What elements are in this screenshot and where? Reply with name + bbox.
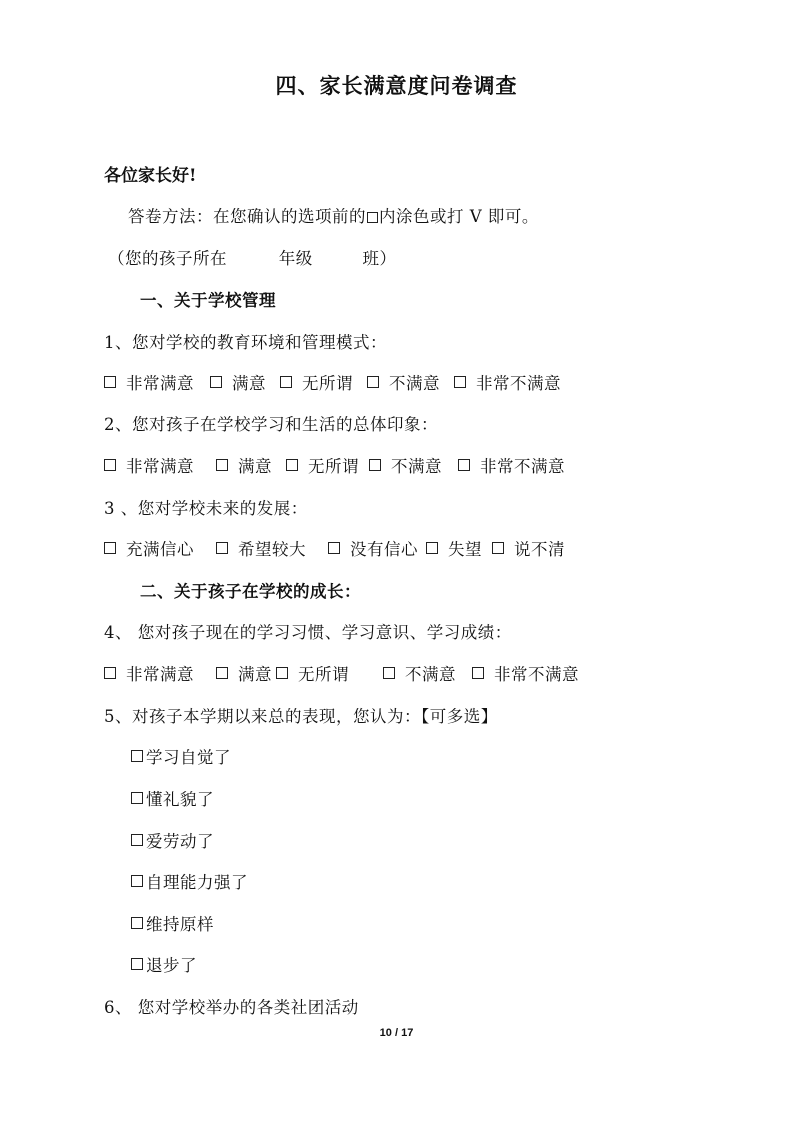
q3-option-3-label: 没有信心 <box>350 540 418 559</box>
checkbox-icon[interactable] <box>454 376 466 388</box>
q5-option-6[interactable] <box>131 952 197 976</box>
question-2: 2、您对孩子在学校学习和生活的总体印象： <box>104 415 438 434</box>
checkbox-icon[interactable] <box>286 459 298 471</box>
section-heading-2: 二、关于孩子在学校的成长： <box>140 582 361 601</box>
checkbox-icon[interactable] <box>472 667 484 679</box>
class-line-prefix: （您的孩子所在 <box>108 249 227 268</box>
q1-option-5-label: 非常不满意 <box>476 374 561 393</box>
checkbox-icon[interactable] <box>131 792 143 804</box>
q1-option-3-label: 无所谓 <box>302 374 353 393</box>
page-title: 四、家长满意度问卷调查 <box>275 73 518 98</box>
instructions <box>128 203 539 227</box>
q3-option-1[interactable] <box>104 536 194 560</box>
checkbox-icon[interactable] <box>367 376 379 388</box>
q1-option-4[interactable] <box>367 370 440 394</box>
q1-option-3[interactable] <box>280 370 353 394</box>
q3-option-5-label: 说不清 <box>514 540 565 559</box>
checkbox-icon[interactable] <box>280 376 292 388</box>
q4-option-5-label: 非常不满意 <box>494 665 579 684</box>
q2-option-1[interactable] <box>104 453 194 477</box>
checkbox-icon[interactable] <box>492 542 504 554</box>
q5-option-4-label: 自理能力强了 <box>146 873 248 892</box>
q5-option-1-label: 学习自觉了 <box>146 748 231 767</box>
q4-option-5[interactable] <box>472 661 579 685</box>
checkbox-icon[interactable] <box>276 667 288 679</box>
class-line-class: 班） <box>362 249 397 268</box>
q2-option-4-label: 不满意 <box>391 457 442 476</box>
checkbox-icon[interactable] <box>131 917 143 929</box>
q5-option-4[interactable] <box>131 869 248 893</box>
q2-option-5[interactable] <box>458 453 565 477</box>
question-2-options <box>104 453 565 477</box>
q1-option-4-label: 不满意 <box>389 374 440 393</box>
q1-option-2-label: 满意 <box>232 374 266 393</box>
checkbox-icon[interactable] <box>131 875 143 887</box>
q3-option-1-label: 充满信心 <box>126 540 194 559</box>
checkbox-icon <box>367 212 378 223</box>
checkbox-icon[interactable] <box>131 834 143 846</box>
checkbox-icon[interactable] <box>216 459 228 471</box>
question-6: 6、 您对学校举办的各类社团活动 <box>104 998 359 1017</box>
checkbox-icon[interactable] <box>104 542 116 554</box>
section-heading-1: 一、关于学校管理 <box>140 291 276 310</box>
question-4-options <box>104 661 579 685</box>
q5-option-1[interactable] <box>131 744 231 768</box>
question-3: 3 、您对学校未来的发展： <box>104 499 308 518</box>
q4-option-1-label: 非常满意 <box>126 665 194 684</box>
question-1: 1、您对学校的教育环境和管理模式： <box>104 333 387 352</box>
checkbox-icon[interactable] <box>369 459 381 471</box>
page-number: 10 / 17 <box>379 1027 414 1039</box>
question-1-options <box>104 370 561 394</box>
q4-option-3[interactable] <box>276 661 349 685</box>
q2-option-5-label: 非常不满意 <box>480 457 565 476</box>
q3-option-4-label: 失望 <box>448 540 482 559</box>
checkbox-icon[interactable] <box>131 750 143 762</box>
q2-option-2[interactable] <box>216 453 272 477</box>
q5-option-3[interactable] <box>131 828 214 852</box>
q1-option-1[interactable] <box>104 370 194 394</box>
question-5: 5、对孩子本学期以来总的表现，您认为：【可多选】 <box>104 707 498 726</box>
q3-option-4[interactable] <box>426 536 482 560</box>
q5-option-5[interactable] <box>131 911 214 935</box>
checkbox-icon[interactable] <box>104 667 116 679</box>
checkbox-icon[interactable] <box>458 459 470 471</box>
q3-option-3[interactable] <box>328 536 418 560</box>
q4-option-4-label: 不满意 <box>405 665 456 684</box>
question-4: 4、 您对孩子现在的学习习惯、学习意识、学习成绩： <box>104 623 512 642</box>
q5-option-5-label: 维持原样 <box>146 915 214 934</box>
question-3-options <box>104 536 565 560</box>
checkbox-icon[interactable] <box>328 542 340 554</box>
instructions-before: 答卷方法：在您确认的选项前的 <box>128 207 366 226</box>
q2-option-1-label: 非常满意 <box>126 457 194 476</box>
checkbox-icon[interactable] <box>426 542 438 554</box>
class-line-grade: 年级 <box>278 249 313 268</box>
q5-option-6-label: 退步了 <box>146 956 197 975</box>
class-line <box>108 245 397 269</box>
q1-option-1-label: 非常满意 <box>126 374 194 393</box>
q3-option-2[interactable] <box>216 536 306 560</box>
checkbox-icon[interactable] <box>104 459 116 471</box>
q3-option-2-label: 希望较大 <box>238 540 306 559</box>
checkbox-icon[interactable] <box>210 376 222 388</box>
q4-option-4[interactable] <box>383 661 456 685</box>
greeting: 各位家长好! <box>104 166 197 186</box>
instructions-after: 内涂色或打 V 即可。 <box>379 207 539 226</box>
q5-option-3-label: 爱劳动了 <box>146 832 214 851</box>
q5-option-2-label: 懂礼貌了 <box>146 790 214 809</box>
q4-option-2-label: 满意 <box>238 665 272 684</box>
checkbox-icon[interactable] <box>104 376 116 388</box>
checkbox-icon[interactable] <box>216 667 228 679</box>
q4-option-2[interactable] <box>216 661 272 685</box>
q2-option-3-label: 无所谓 <box>308 457 359 476</box>
q2-option-2-label: 满意 <box>238 457 272 476</box>
q5-option-2[interactable] <box>131 786 214 810</box>
q2-option-4[interactable] <box>369 453 442 477</box>
q2-option-3[interactable] <box>286 453 359 477</box>
checkbox-icon[interactable] <box>216 542 228 554</box>
q4-option-3-label: 无所谓 <box>298 665 349 684</box>
q1-option-5[interactable] <box>454 370 561 394</box>
checkbox-icon[interactable] <box>131 958 143 970</box>
q1-option-2[interactable] <box>210 370 266 394</box>
checkbox-icon[interactable] <box>383 667 395 679</box>
q4-option-1[interactable] <box>104 661 194 685</box>
q3-option-5[interactable] <box>492 536 565 560</box>
